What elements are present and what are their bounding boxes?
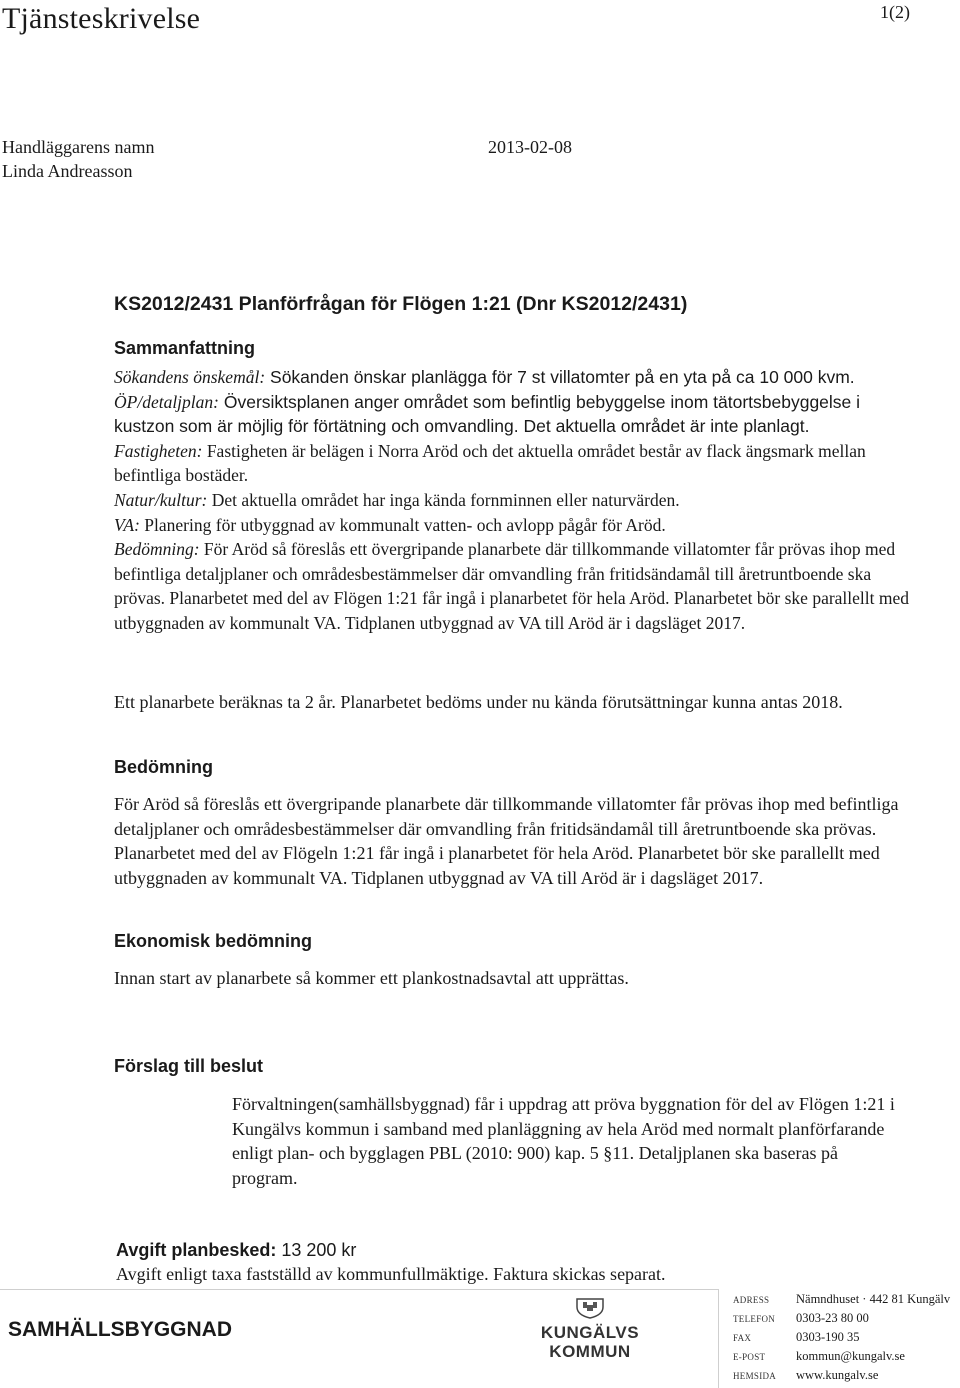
proposal-text: Förvaltningen(samhällsbyggnad) får i uppdrag att pröva byggnation för del av Flögen 1:21 i Kungälvs kommun i samband med planläggning av hela Aröd med normalt planförfarande enligt plan- och bygglagen PBL (2010: 900) kap. 5 §11. Detaljplanen ska baseras på program.: [232, 1094, 895, 1188]
contact-value: kommun@kungalv.se: [796, 1349, 905, 1363]
handler-name: Linda Andreasson: [2, 161, 133, 181]
summary-item: [114, 390, 914, 439]
contact-value: www.kungalv.se: [796, 1368, 879, 1382]
proposal-heading: Förslag till beslut: [114, 1056, 264, 1076]
summary-item: [114, 537, 914, 635]
summary-item-text: För Aröd så föreslås ett övergripande planarbete där tillkommande villatomter får prövas ihop med befintliga detaljplaner och områdesbestämmelser där omvandling från fritidsändamål till åretruntboende ska prövas. Planarbetet med del av Flögen 1:21 får ingå i planarbetet för hela Aröd. Planarbetet bör ske parallellt med utbyggnaden av kommunalt VA. Tidplanen utbyggnad av VA till Aröd är i dagsläget 2017.: [114, 539, 910, 633]
contact-label: ADRESS: [733, 1294, 770, 1305]
summary-item-label: VA:: [114, 514, 140, 535]
contact-row: [733, 1328, 960, 1347]
fee-note: Avgift enligt taxa fastställd av kommunfullmäktige. Faktura skickas separat.: [116, 1264, 666, 1284]
contact-label: FAX: [733, 1332, 752, 1343]
contact-value: 0303-23 80 00: [796, 1311, 869, 1325]
assessment-heading: Bedömning: [114, 757, 213, 777]
summary-closing: Ett planarbete beräknas ta 2 år. Planarbetet bedöms under nu kända förutsättningar kunna antas 2018.: [114, 692, 843, 712]
contact-row: [733, 1366, 960, 1385]
logo-line-1: KUNGÄLVS: [540, 1323, 640, 1342]
economic-heading: Ekonomisk bedömning: [114, 931, 313, 951]
summary-heading: Sammanfattning: [114, 338, 256, 358]
summary-item: [114, 513, 914, 538]
summary-item-text: Fastigheten är belägen i Norra Aröd och det aktuella området består av flack ängsmark mellan befintliga bostäder.: [114, 440, 866, 486]
summary-item: [114, 439, 914, 488]
summary-item: [114, 488, 914, 513]
fee-line: [116, 1238, 356, 1262]
department-name: SAMHÄLLSBYGGNAD: [8, 1318, 232, 1341]
summary-body: [114, 365, 914, 636]
summary-item-label: Bedömning:: [114, 539, 200, 560]
footer-divider: [0, 1289, 718, 1290]
contact-value: 0303-190 35: [796, 1330, 860, 1344]
economic-text: Innan start av planarbete så kommer ett plankostnadsavtal att upprättas.: [114, 968, 629, 988]
contact-value: Nämndhuset · 442 81 Kungälv: [796, 1292, 951, 1306]
summary-item-text: Det aktuella området har inga kända fornminnen eller naturvärden.: [207, 489, 680, 510]
handler-label: Handläggarens namn: [2, 137, 155, 157]
case-title: KS2012/2431 Planförfrågan för Flögen 1:21 (Dnr KS2012/2431): [114, 293, 688, 315]
summary-item: [114, 365, 914, 390]
document-date: 2013-02-08: [488, 137, 572, 157]
footer-divider-vertical: [718, 1289, 719, 1388]
summary-item-label: Sökandens önskemål:: [114, 367, 266, 387]
contact-row: [733, 1347, 960, 1366]
summary-item-label: Fastigheten:: [114, 440, 203, 461]
logo-line-2: KOMMUN: [549, 1342, 631, 1361]
contact-label: TELEFON: [733, 1313, 776, 1324]
contact-label: HEMSIDA: [733, 1370, 777, 1381]
fee-label: Avgift planbesked:: [116, 1240, 277, 1260]
summary-item-text: Planering för utbyggnad av kommunalt vatten- och avlopp pågår för Aröd.: [139, 514, 666, 535]
document-title: Tjänsteskrivelse: [2, 2, 201, 35]
summary-item-label: ÖP/detaljplan:: [114, 391, 219, 412]
assessment-text: För Aröd så föreslås ett övergripande planarbete där tillkommande villatomter får prövas ihop med befintliga detaljplaner och områdesbestämmelser där omvandling från fritidsändamål till åretruntboende ska prövas. Planarbetet med del av Flögeln 1:21 får ingå i planarbetet för hela Aröd. Planarbetet bör ske parallellt med utbyggnaden av kommunalt VA. Tidplanen utbyggnad av VA till Aröd är i dagsläget 2017.: [114, 794, 899, 888]
summary-item-text: Sökanden önskar planlägga för 7 st villatomter på en yta på ca 10 000 kvm.: [265, 367, 855, 387]
fee-amount: 13 200 kr: [276, 1240, 357, 1260]
summary-item-text: Översiktsplanen anger området som befintlig bebyggelse inom tätortsbebyggelse i kustzon som är möjlig för förtätning och omvandling. Det aktuella området är inte planlagt.: [114, 391, 861, 437]
contact-row: [733, 1290, 960, 1309]
page-number: 1(2): [880, 2, 910, 22]
contact-list: [733, 1290, 960, 1385]
contact-row: [733, 1309, 960, 1328]
kungalv-logo: [540, 1297, 640, 1363]
summary-item-label: Natur/kultur:: [114, 489, 208, 510]
crest-icon: [575, 1297, 605, 1319]
contact-label: E-POST: [733, 1351, 766, 1362]
